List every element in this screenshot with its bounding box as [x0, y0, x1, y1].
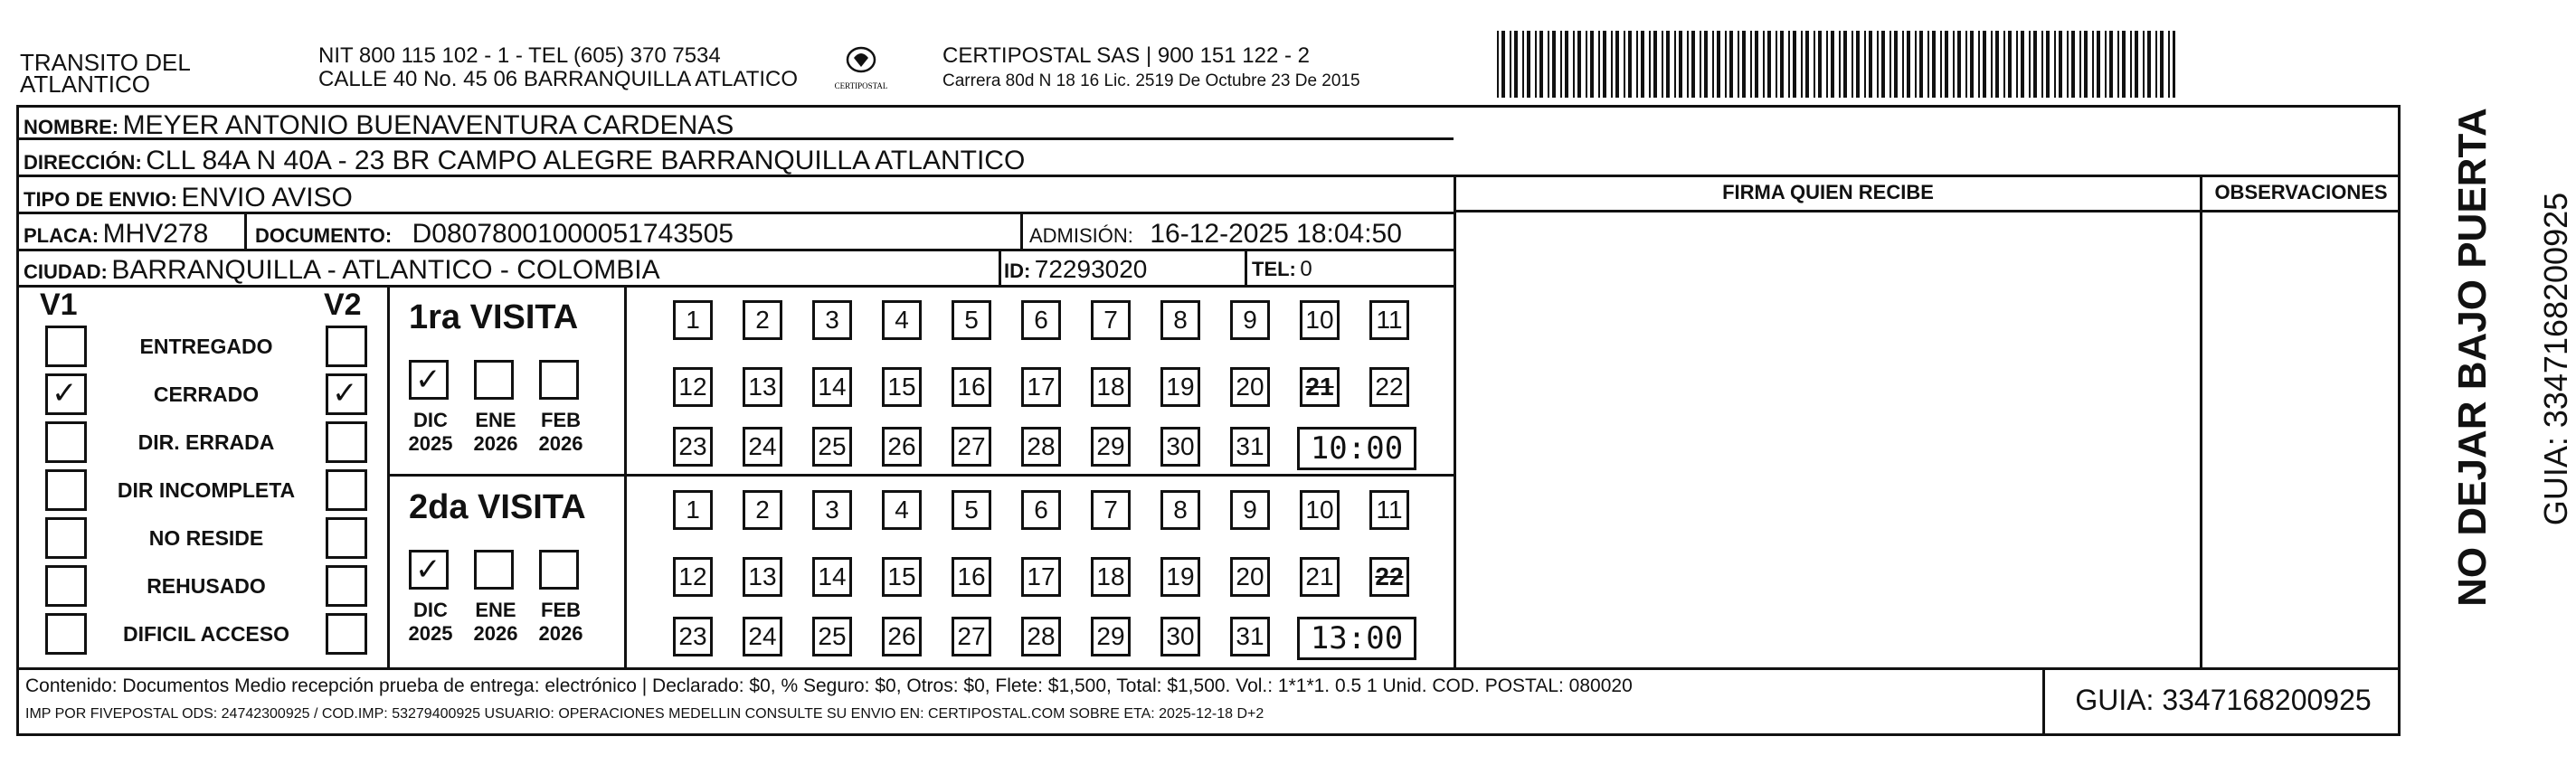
day-cell[interactable]: 9	[1230, 490, 1270, 530]
day-cell[interactable]: 14	[812, 367, 852, 407]
month-label: ENE	[475, 409, 516, 431]
v2-checkbox[interactable]	[326, 565, 367, 607]
day-cell[interactable]: 9	[1230, 300, 1270, 340]
v2-checkbox[interactable]	[326, 373, 367, 415]
day-cell[interactable]: 24	[743, 427, 782, 467]
day-cell[interactable]: 6	[1021, 490, 1061, 530]
day-cell[interactable]: 15	[882, 557, 922, 597]
day-cell[interactable]: 19	[1160, 557, 1200, 597]
year-label: 2025	[408, 622, 453, 645]
status-label: DIR. ERRADA	[137, 430, 275, 454]
id-value: 72293020	[1034, 255, 1148, 283]
ciudad-row	[24, 257, 660, 284]
v2-label: V2	[324, 288, 362, 322]
day-cell[interactable]: 29	[1091, 427, 1131, 467]
day-cell[interactable]: 29	[1091, 617, 1131, 656]
sender-line-1: TRANSITO DEL	[20, 49, 191, 76]
day-cell[interactable]: 27	[952, 427, 991, 467]
day-cell[interactable]: 5	[952, 300, 991, 340]
day-cell[interactable]: 16	[952, 367, 991, 407]
footer-guia: GUIA: 3347168200925	[2075, 684, 2372, 716]
svg-text:CERTIPOSTAL: CERTIPOSTAL	[834, 81, 888, 90]
side-guia: GUIA: 3347168200925	[2537, 192, 2574, 526]
year-label: 2026	[473, 432, 518, 455]
day-cell[interactable]: 12	[673, 557, 713, 597]
day-cell[interactable]: 18	[1091, 557, 1131, 597]
day-cell[interactable]: 4	[882, 300, 922, 340]
day-cell[interactable]: 4	[882, 490, 922, 530]
day-cell[interactable]: 8	[1160, 300, 1200, 340]
year-label: 2026	[538, 622, 583, 645]
v1-checkbox[interactable]	[45, 517, 87, 559]
day-cell[interactable]: 20	[1230, 367, 1270, 407]
day-cell[interactable]: 13	[743, 557, 782, 597]
documento-value: D08078001000051743505	[412, 219, 734, 249]
day-cell[interactable]: 1	[673, 300, 713, 340]
day-cell[interactable]: 18	[1091, 367, 1131, 407]
nombre-value: MEYER ANTONIO BUENAVENTURA CARDENAS	[122, 110, 734, 140]
v1-label: V1	[40, 288, 78, 322]
v2-checkbox[interactable]	[326, 326, 367, 367]
day-cell[interactable]: 25	[812, 427, 852, 467]
footer-contenido: Contenido: Documentos Medio recepción prueba de entrega: electrónico | Declarado: $0, % Seguro: $0, Otros: $0, Flete: $1,500, Total: $1,500. Vol.: 1*1*1. 0.5 1 Unid. COD. POSTAL: 080020	[25, 675, 1633, 696]
time-field[interactable]: 10:00	[1297, 427, 1416, 470]
check-mark-icon: ✓	[415, 362, 441, 398]
ciudad-value: BARRANQUILLA - ATLANTICO - COLOMBIA	[111, 255, 660, 285]
direccion-value: CLL 84A N 40A - 23 BR CAMPO ALEGRE BARRANQUILLA ATLANTICO	[146, 146, 1026, 175]
certipostal-logo-icon	[825, 40, 897, 94]
status-label: DIFICIL ACCESO	[122, 622, 289, 646]
v1-checkbox[interactable]	[45, 326, 87, 367]
day-cell[interactable]: 30	[1160, 427, 1200, 467]
time-field[interactable]: 13:00	[1297, 617, 1416, 660]
day-cell[interactable]: 28	[1021, 427, 1061, 467]
tel-row	[1252, 259, 1312, 280]
month-label: DIC	[413, 409, 448, 431]
month-checkbox[interactable]	[474, 550, 514, 590]
tel-value: 0	[1300, 257, 1312, 281]
tipo-envio-row	[24, 184, 353, 212]
day-cell[interactable]: 5	[952, 490, 991, 530]
company-line-2: Carrera 80d N 18 16 Lic. 2519 De Octubre 23 De 2015	[942, 71, 1360, 90]
day-cell[interactable]: 6	[1021, 300, 1061, 340]
month-checkbox[interactable]	[409, 550, 449, 590]
year-label: 2026	[538, 432, 583, 455]
side-text	[2408, 101, 2574, 644]
day-cell[interactable]: 22	[1369, 367, 1409, 407]
firma-header: FIRMA QUIEN RECIBE	[1722, 181, 1934, 203]
year-label: 2026	[473, 622, 518, 645]
day-cell[interactable]: 28	[1021, 617, 1061, 656]
observaciones-header: OBSERVACIONES	[2214, 181, 2388, 203]
admision-label: ADMISIÓN:	[1029, 224, 1133, 247]
v1-checkbox[interactable]	[45, 421, 87, 463]
check-mark-icon: ✓	[415, 552, 441, 588]
status-label: REHUSADO	[147, 574, 266, 598]
day-cell[interactable]: 21	[1300, 557, 1340, 597]
v2-checkbox[interactable]	[326, 469, 367, 511]
placa-label: PLACA:	[24, 224, 99, 247]
day-cell[interactable]: 17	[1021, 367, 1061, 407]
v1-checkbox[interactable]	[45, 613, 87, 655]
day-cell[interactable]: 3	[812, 490, 852, 530]
barcode-icon	[1497, 31, 2175, 98]
day-cell[interactable]: 13	[743, 367, 782, 407]
barcode	[1497, 31, 2175, 98]
v2-checkbox[interactable]	[326, 421, 367, 463]
month-label: FEB	[541, 599, 581, 621]
day-cell[interactable]: 11	[1369, 490, 1409, 530]
documento-label: DOCUMENTO:	[255, 224, 393, 247]
nombre-row	[24, 112, 734, 139]
visit-title: 2da VISITA	[409, 488, 586, 526]
admision-value: 16-12-2025 18:04:50	[1150, 219, 1402, 249]
day-cell[interactable]: 27	[952, 617, 991, 656]
year-label: 2025	[408, 432, 453, 455]
placa-row	[24, 221, 208, 248]
tipo-envio-label: TIPO DE ENVIO:	[24, 188, 177, 211]
v2-checkbox[interactable]	[326, 613, 367, 655]
day-cell[interactable]: 8	[1160, 490, 1200, 530]
id-row	[1004, 257, 1147, 282]
tel-label: TEL:	[1252, 258, 1296, 280]
v1-checkbox[interactable]	[45, 565, 87, 607]
day-cell[interactable]: 2	[743, 300, 782, 340]
placa-value: MHV278	[102, 219, 209, 249]
nit-line-2: CALLE 40 No. 45 06 BARRANQUILLA ATLATICO	[318, 67, 799, 91]
footer-imp: IMP POR FIVEPOSTAL ODS: 24742300925 / COD.IMP: 53279400925 USUARIO: OPERACIONES MEDELLIN CONSULTE SU ENVIO EN: CERTIPOSTAL.COM SOBRE ETA: 2025-12-18 D+2	[25, 706, 1264, 722]
direccion-row	[24, 147, 1025, 175]
visit-title: 1ra VISITA	[409, 298, 579, 336]
day-cell[interactable]: 31	[1230, 427, 1270, 467]
tipo-envio-value: ENVIO AVISO	[181, 183, 353, 212]
sender-line-2: ATLANTICO	[20, 71, 150, 98]
day-cell[interactable]: 1	[673, 490, 713, 530]
side-warning: NO DEJAR BAJO PUERTA	[2450, 108, 2495, 607]
day-cell[interactable]: 31	[1230, 617, 1270, 656]
admision-row	[1029, 221, 1402, 248]
id-label: ID:	[1004, 260, 1031, 282]
day-cell[interactable]: 20	[1230, 557, 1270, 597]
day-cell[interactable]: 15	[882, 367, 922, 407]
day-cell[interactable]: 23	[673, 427, 713, 467]
status-label: CERRADO	[153, 382, 260, 406]
day-cell[interactable]: 10	[1300, 300, 1340, 340]
status-label: ENTREGADO	[139, 335, 273, 358]
certipostal-logo	[825, 40, 897, 94]
month-label: ENE	[475, 599, 516, 621]
day-cell[interactable]: 12	[673, 367, 713, 407]
day-cell[interactable]: 11	[1369, 300, 1409, 340]
v1-checkbox[interactable]	[45, 373, 87, 415]
month-checkbox[interactable]	[539, 550, 579, 590]
month-label: FEB	[541, 409, 581, 431]
day-cell[interactable]: 26	[882, 617, 922, 656]
day-cell[interactable]: 22	[1369, 557, 1409, 597]
check-mark-icon: ✓	[52, 375, 78, 411]
status-label: NO RESIDE	[148, 526, 264, 550]
v2-checkbox[interactable]	[326, 517, 367, 559]
day-cell[interactable]: 25	[812, 617, 852, 656]
day-cell[interactable]: 17	[1021, 557, 1061, 597]
day-cell[interactable]: 16	[952, 557, 991, 597]
documento-row	[255, 221, 734, 248]
day-cell[interactable]: 7	[1091, 300, 1131, 340]
month-checkbox[interactable]	[539, 360, 579, 400]
day-cell[interactable]: 7	[1091, 490, 1131, 530]
day-cell[interactable]: 14	[812, 557, 852, 597]
day-cell[interactable]: 23	[673, 617, 713, 656]
day-cell[interactable]: 10	[1300, 490, 1340, 530]
month-label: DIC	[413, 599, 448, 621]
month-checkbox[interactable]	[474, 360, 514, 400]
direccion-label: DIRECCIÓN:	[24, 151, 142, 174]
day-cell[interactable]: 30	[1160, 617, 1200, 656]
nombre-label: NOMBRE:	[24, 116, 119, 138]
day-cell[interactable]: 2	[743, 490, 782, 530]
ciudad-label: CIUDAD:	[24, 260, 108, 283]
day-cell[interactable]: 21	[1300, 367, 1340, 407]
company-line-1: CERTIPOSTAL SAS | 900 151 122 - 2	[942, 43, 1310, 68]
day-cell[interactable]: 19	[1160, 367, 1200, 407]
day-cell[interactable]: 24	[743, 617, 782, 656]
day-cell[interactable]: 26	[882, 427, 922, 467]
nit-line-1: NIT 800 115 102 - 1 - TEL (605) 370 7534	[318, 43, 721, 68]
month-checkbox[interactable]	[409, 360, 449, 400]
check-mark-icon: ✓	[332, 375, 358, 411]
status-label: DIR INCOMPLETA	[117, 478, 296, 502]
day-cell[interactable]: 3	[812, 300, 852, 340]
v1-checkbox[interactable]	[45, 469, 87, 511]
